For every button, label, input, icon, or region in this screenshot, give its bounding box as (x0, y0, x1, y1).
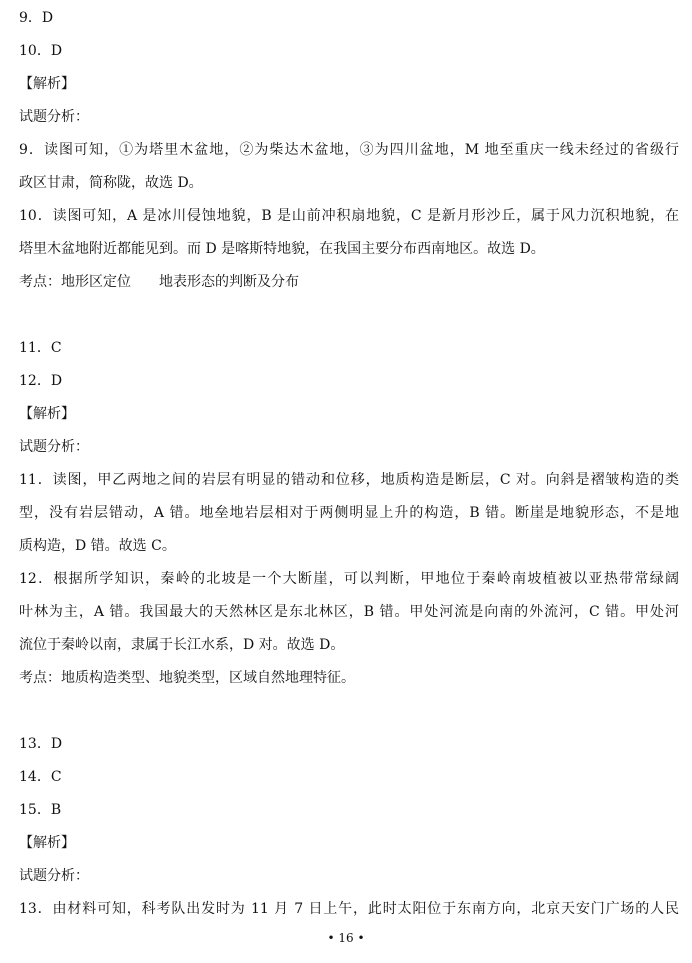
explanation-line: 政区甘肃，简称陇，故选 D。 (19, 175, 203, 191)
analysis-heading: 【解析】 (19, 835, 75, 851)
answer-10: 10．D (19, 43, 63, 59)
answer-13: 13．D (19, 736, 63, 752)
explanation-line: 塔里木盆地附近都能见到。而 D 是喀斯特地貌，在我国主要分布西南地区。故选 D。 (19, 241, 545, 257)
explanation-line: 12．根据所学知识，秦岭的北坡是一个大断崖，可以判断，甲地位于秦岭南坡植被以亚热带常绿阔 (19, 571, 679, 587)
answer-14: 14．C (19, 769, 62, 785)
explanation-line: 型，没有岩层错动，A 错。地垒地岩层相对于两侧明显上升的构造，B 错。断崖是地貌形态，不是地 (19, 505, 679, 521)
analysis-intro: 试题分析： (19, 109, 89, 125)
explanation-line: 13．由材料可知，科考队出发时为 11 月 7 日上午，此时太阳位于东南方向，北京天安门广场的人民 (19, 901, 679, 917)
analysis-heading: 【解析】 (19, 406, 75, 422)
explanation-line: 10．读图可知，A 是冰川侵蚀地貌，B 是山前冲积扇地貌，C 是新月形沙丘，属于风力沉积地貌，在 (19, 208, 679, 224)
analysis-intro: 试题分析： (19, 439, 89, 455)
explanation-line: 9．读图可知，①为塔里木盆地，②为柴达木盆地，③为四川盆地，M 地至重庆一线未经过的省级行 (19, 142, 679, 158)
page-number: • 16 • (327, 931, 365, 945)
explanation-line: 11．读图，甲乙两地之间的岩层有明显的错动和位移，地质构造是断层，C 对。向斜是褶皱构造的类 (19, 472, 679, 488)
explanation-line: 流位于秦岭以南，隶属于长江水系，D 对。故选 D。 (19, 637, 345, 653)
answer-9: 9．D (19, 10, 54, 26)
analysis-intro: 试题分析： (19, 868, 89, 884)
analysis-heading: 【解析】 (19, 76, 75, 92)
answer-15: 15．B (19, 802, 62, 818)
answer-12: 12．D (19, 373, 63, 389)
explanation-line: 叶林为主，A 错。我国最大的天然林区是东北林区，B 错。甲处河流是向南的外流河，C 错。甲处河 (19, 604, 679, 620)
answer-11: 11．C (19, 340, 62, 356)
explanation-line: 质构造，D 错。故选 C。 (19, 538, 176, 554)
keypoint-line: 考点：地质构造类型、地貌类型，区域自然地理特征。 (19, 670, 355, 686)
keypoint-line: 考点：地形区定位 地表形态的判断及分布 (19, 274, 299, 290)
